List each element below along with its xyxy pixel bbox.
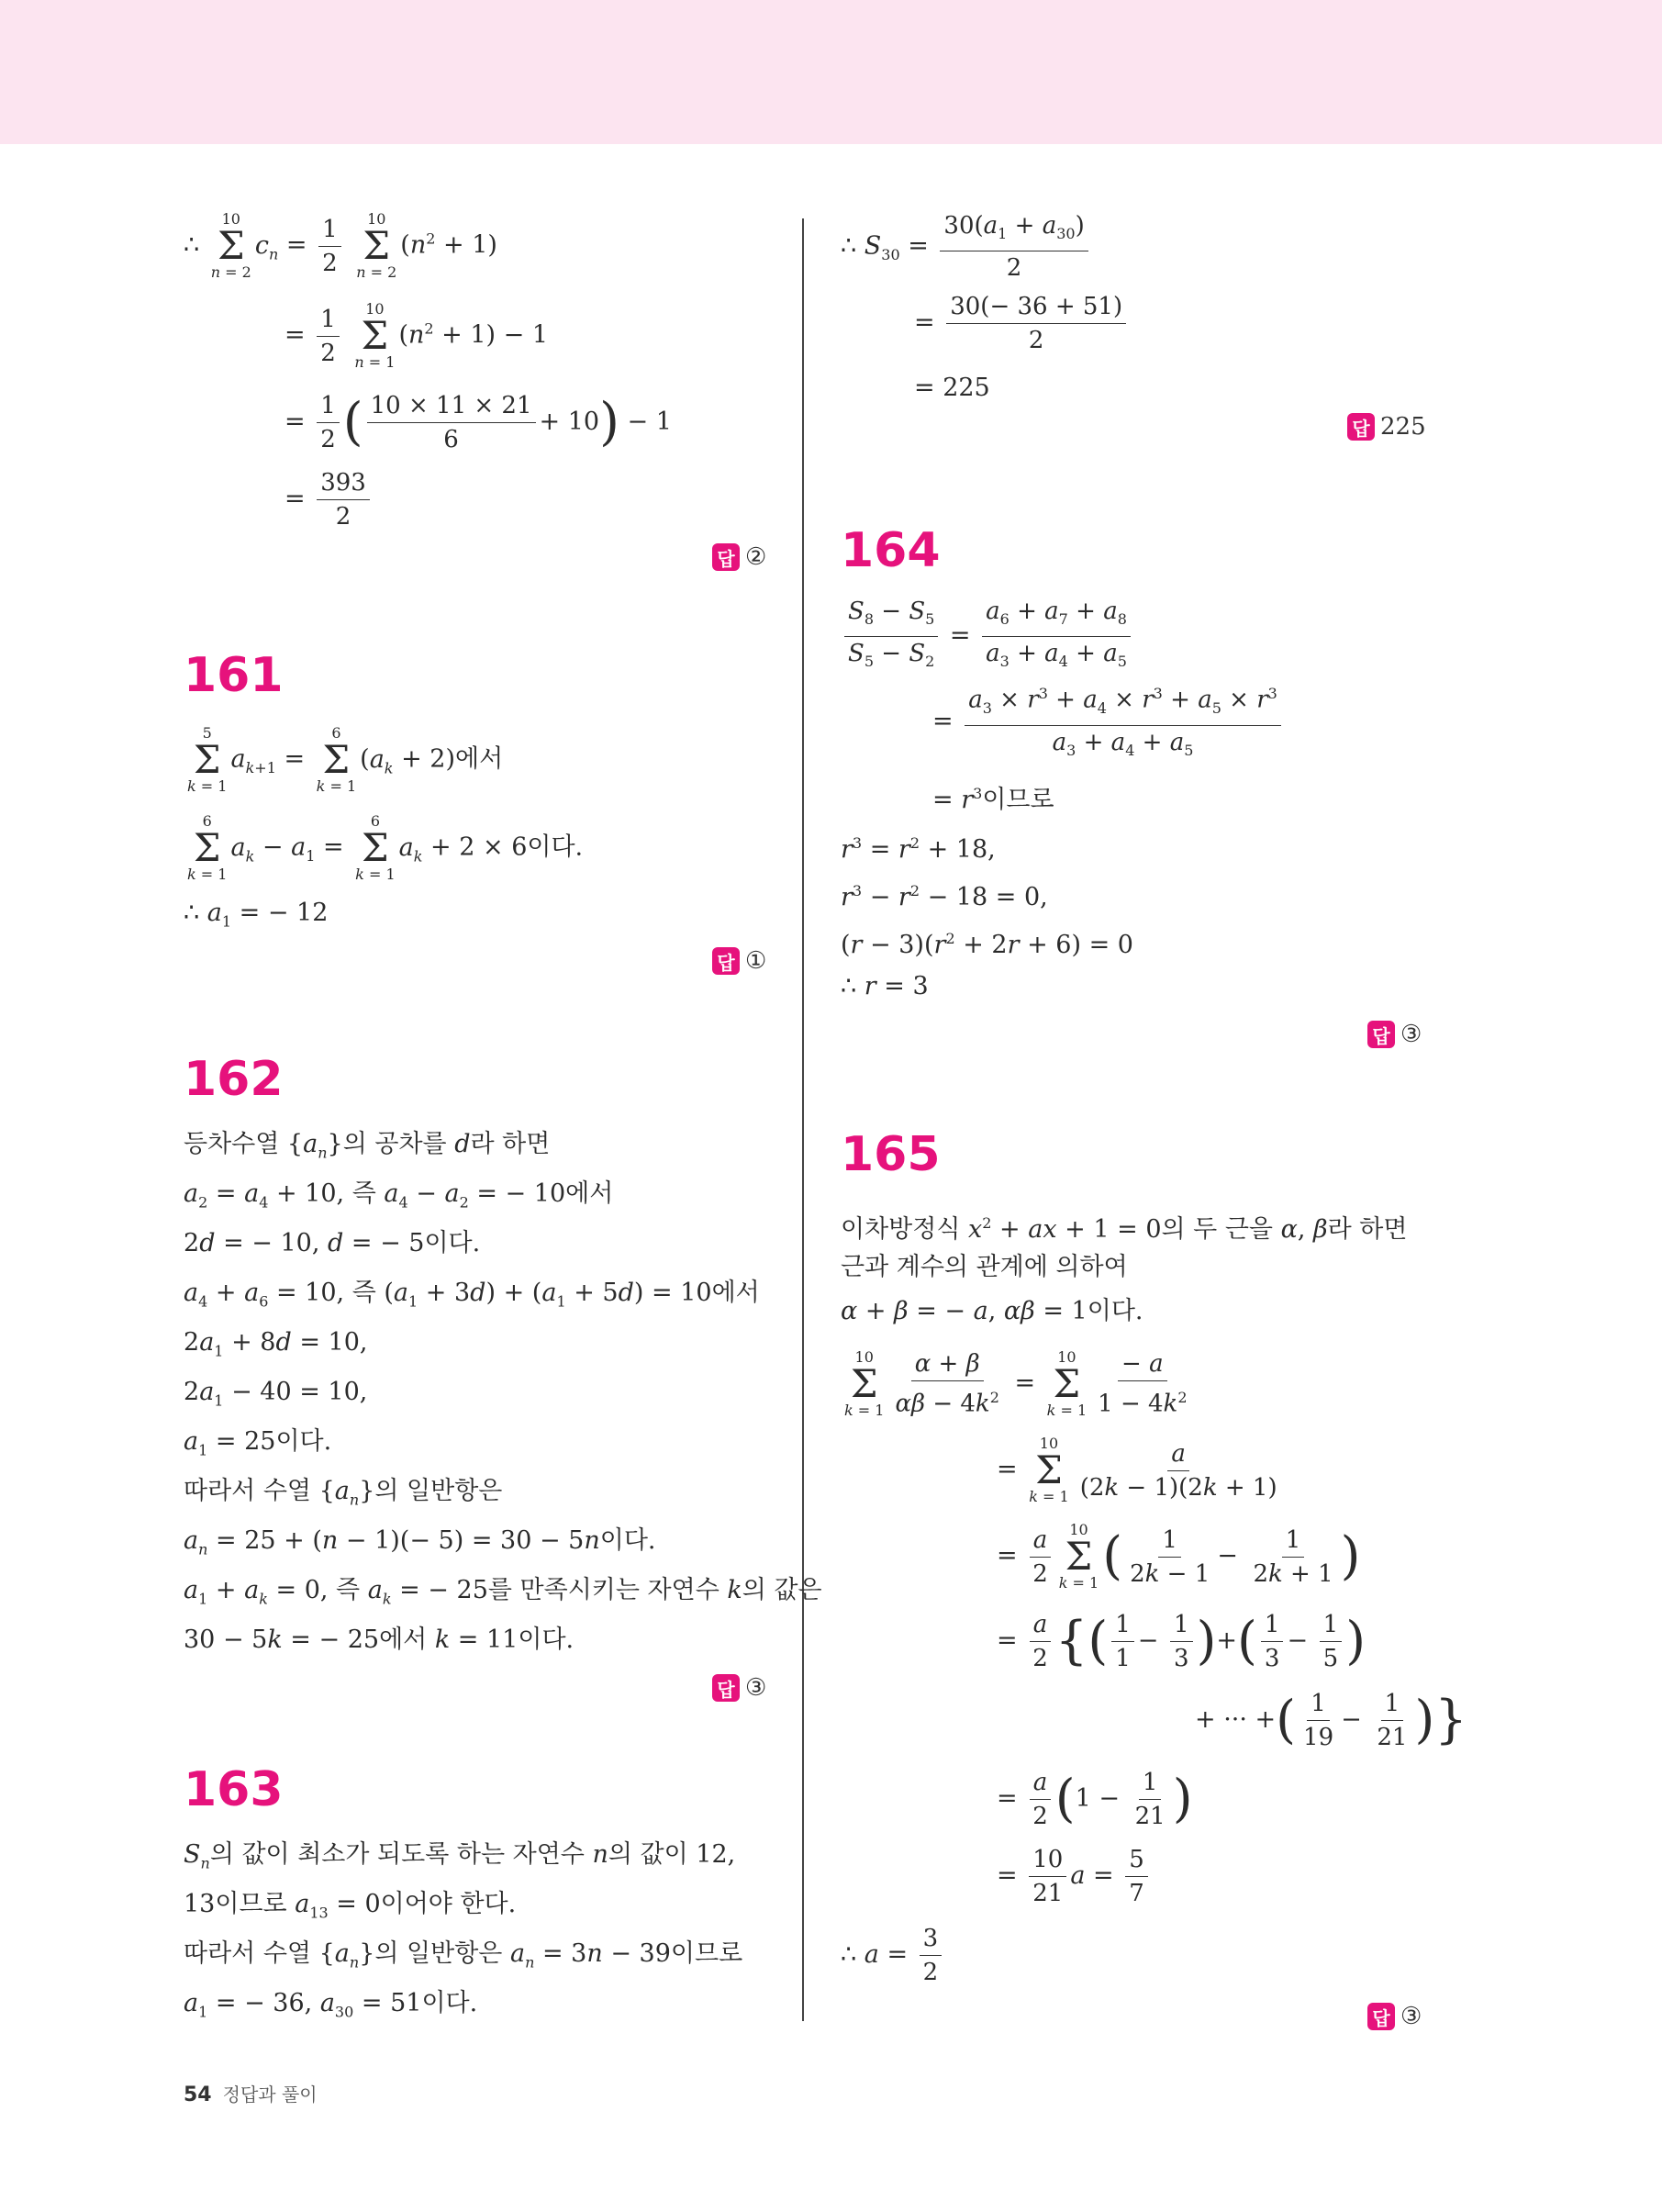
p162-line9: $a_n = 25 + (n - 1)(- 5) = 30 - 5n$이다. [184,1526,656,1558]
p162-l2: 에서 [565,1179,614,1208]
p163-answer [1347,413,1426,441]
answer-value: ① [745,947,767,975]
p160-line2: = $\frac{1}{2}$ 10 Σ n = 1 $(n^2 + 1) - 1$ [284,300,549,371]
p163-l2b: 이어야 한다. [380,1890,517,1918]
p160-line4: = $\frac{393}{2}$ [284,468,374,531]
p162-l10: 를 만족시키는 자연수 [487,1576,719,1604]
p162-line3: 2d = − 10, d = − 5이다. [184,1229,481,1257]
p162-l3: 이다. [424,1229,481,1257]
p162-line4: $a_4 + a_6 = 10$, 즉 $(a_1 + 3d) + (a_1 + 5d) = 10$에서 [184,1279,760,1311]
p162-l9: 이다. [599,1526,656,1555]
p164-line2: = $\frac{a_3 \times r^3 + a_4 \times r^3 + a_5 \times r^3}{a_3 + a_4 + a_5}$ [932,679,1285,765]
p162-answer [712,1674,766,1702]
p161-line3: ∴ $a_1$ = − 12 [184,899,329,931]
p163-l4: 이다. [421,1989,478,2017]
p162-l1a: 등차수열 [184,1130,280,1158]
column-divider [802,218,804,2021]
p162-line10: $a_1 + a_k = 0$, 즉 $a_k$ = − 25를 만족시키는 자연수 k의 값은 [184,1576,822,1608]
answer-value: ③ [1400,1021,1422,1048]
p162-line5: $2a_1 + 8d = 10$, [184,1328,368,1360]
p163-line4: $a_1$ = − 36, $a_{30} = 51$이다. [184,1989,478,2021]
problem-number-163: 163 [184,1762,284,1817]
p165-line5: = 10 Σ k = 1 $\frac{a}{(2k - 1)(2k + 1)}$ [997,1435,1277,1505]
p163-l2a: 13이므로 [184,1890,287,1918]
p163-l1a: 의 값이 최소가 되도록 하는 자연수 [209,1840,585,1869]
p164-line7: ∴ r = 3 [841,972,929,1000]
answer-tag: 답 [1367,1021,1395,1048]
p162-l11a: 에서 [379,1625,428,1654]
p162-line8: 따라서 수열 $\{a_n\}$의 일반항은 [184,1477,503,1509]
answer-tag: 답 [712,1674,740,1702]
answer-value: ③ [745,1674,767,1702]
p160-line3: = $\frac{1}{2}$ ( $\frac{10 \times 11 \times 21}{6}$ + 10) − 1 [284,392,672,453]
p163c-line2: = $\frac{30(- 36 + 51)}{2}$ [914,292,1130,355]
p163-l3c: 이므로 [670,1939,743,1968]
p162-line2: $a_2 = a_4 + 10$, 즉 $a_4 - a_2$ = − 10에서 [184,1179,614,1212]
p165-line8: + ··· +( $\frac{1}{19}$ − $\frac{1}{21}$ )} [1195,1690,1467,1751]
p162-line6: $2a_1 - 40 = 10$, [184,1378,368,1410]
p163-l3a: 따라서 수열 [184,1939,311,1968]
p163c-line1: ∴ $S_{30}$ = $\frac{30(a_1 + a_{30})}{2}$ [841,211,1092,283]
p163-line1: $S_n$의 값이 최소가 되도록 하는 자연수 n의 값이 12, [184,1840,736,1872]
answer-value: ② [745,543,767,571]
answer-tag: 답 [712,947,740,975]
p162-l1b: 의 공차를 [342,1130,447,1158]
p165-line7: = $\frac{a}{2}$ {( $\frac{1}{1}$ − $\frac{1}{3}$ )+( $\frac{1}{3}$ − $\frac{1}{5}$ ) [997,1611,1366,1672]
p164-line1: $\frac{S_8 - S_5}{S_5 - S_2}$ = $\frac{a_6 + a_7 + a_8}{a_3 + a_4 + a_5}$ [841,597,1134,676]
p165-line4: 10 Σ k = 1 $\frac{\alpha + \beta}{\alpha\beta - 4k^2}$ = 10 Σ k = 1 $\frac{- a}{1 - 4k^2}$ [844,1348,1188,1419]
p165-line11: ∴ a = $\frac{3}{2}$ [841,1924,945,1987]
problem-number-165: 165 [841,1127,941,1182]
p162-l8b: 의 일반항은 [374,1477,503,1505]
p163c-line3: = 225 [914,374,990,402]
p164-line3: = $r^3$이므로 [932,785,1054,814]
p161-text1: 에서 [455,744,504,774]
p165-line6: = $\frac{a}{2}$ 10 Σ k = 1 ( $\frac{1}{2k - 1}$ − $\frac{1}{2k + 1}$ ) [997,1521,1361,1592]
p162-l11b: 이다. [518,1625,574,1654]
page-number: 54 [184,2084,212,2106]
p165-answer [1367,2003,1422,2030]
p162-l1c: 라 하면 [470,1130,551,1158]
p161-line2: 6 Σ k = 1 $a_k - a_1$ = 6 Σ k = 1 $a_k + 2 \times 6$이다. [187,812,584,883]
answer-value: ③ [1400,2003,1422,2030]
p161-answer [712,947,766,975]
p165-l1b: 의 두 근을 [1161,1215,1273,1244]
p165-line2: 근과 계수의 관계에 의하여 [841,1253,1128,1281]
p163-line2: 13이므로 $a_{13} = 0$이어야 한다. [184,1890,517,1922]
page-footer [184,2080,318,2106]
answer-tag: 답 [712,543,740,571]
p163-line3: 따라서 수열 $\{a_n\}$의 일반항은 $a_n = 3n - 39$이므로 [184,1939,743,1972]
problem-number-161: 161 [184,648,284,703]
p162-line7: $a_1 = 25$이다. [184,1427,332,1459]
p165-line9: = $\frac{a}{2}$ (1 − $\frac{1}{21}$ ) [997,1769,1193,1830]
p163-l3b: 의 일반항은 [374,1939,503,1968]
p165-l1c: 라 하면 [1327,1215,1408,1244]
p162-l10b: 의 값은 [742,1576,822,1604]
p164-line4: $r^3 = r^2 + 18$, [841,834,996,864]
p162-l4: 에서 [711,1279,760,1307]
p165-line10: = $\frac{10}{21}$ a = $\frac{5}{7}$ [997,1845,1152,1908]
answer-value: 225 [1380,413,1426,441]
p161-line1: 5 Σ k = 1 $a_{k+1}$ = 6 Σ k = 1 $(a_k + 2)$에서 [187,724,504,795]
p164-line5: $r^3 - r^2 - 18 = 0$, [841,882,1048,911]
p164-answer [1367,1021,1422,1048]
p165-line1: 이차방정식 $x^2$ + ax + 1 = 0의 두 근을 α, β라 하면 [841,1214,1408,1244]
p160-answer [712,543,766,571]
p162-l7: 이다. [275,1427,332,1456]
p162-line11: 30 − 5k = − 25에서 k = 11이다. [184,1625,574,1654]
p161-text2: 이다. [527,832,584,862]
p165-line3: α + β = − a, αβ = 1이다. [841,1297,1143,1325]
answer-tag: 답 [1347,413,1375,441]
p164-t1: 이므로 [982,786,1054,814]
problem-number-162: 162 [184,1052,284,1107]
p165-l3: 이다. [1087,1297,1143,1325]
header-band [0,0,1662,144]
p162-line1: 등차수열 $\{a_n\}$의 공차를 d라 하면 [184,1130,551,1162]
p160-line1: ∴ 10 Σ n = 2 $c_n$ = $\frac{1}{2}$ 10 Σ n = 2 $(n^2 + 1)$ [184,210,497,281]
footer-title: 정답과 풀이 [222,2084,318,2106]
p162-l8a: 따라서 수열 [184,1477,311,1505]
answer-tag: 답 [1367,2003,1395,2030]
p165-l1a: 이차방정식 [841,1215,961,1244]
p163-l1b: 의 값이 12, [608,1840,736,1869]
p164-line6: $(r - 3)(r^2 + 2r + 6) = 0$ [841,930,1133,959]
problem-number-164: 164 [841,523,941,578]
